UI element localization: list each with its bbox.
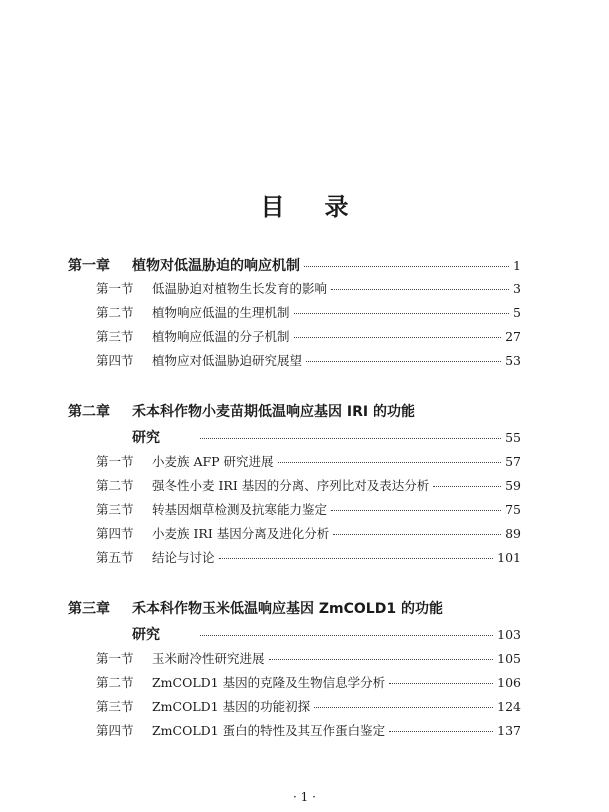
- section-label: 第三节: [96, 329, 134, 344]
- entry-title: 玉米耐冷性研究进展: [152, 651, 265, 666]
- toc-chapter-continued[interactable]: [0, 624, 609, 644]
- section-label: 第二节: [96, 675, 134, 690]
- chapter-label: 第三章: [68, 601, 110, 617]
- page-number: 106: [497, 675, 521, 690]
- dot-leader: [219, 558, 494, 559]
- entry-title: 植物对低温胁迫的响应机制: [132, 258, 300, 274]
- toc-section[interactable]: [0, 721, 609, 741]
- toc-section[interactable]: [0, 500, 609, 520]
- toc-section[interactable]: [0, 452, 609, 472]
- dot-leader: [294, 313, 510, 314]
- entry-title: 小麦族 AFP 研究进展: [152, 454, 274, 469]
- entry-title: 植物应对低温胁迫研究展望: [152, 353, 303, 368]
- dot-leader: [304, 266, 509, 267]
- section-label: 第三节: [96, 699, 134, 714]
- toc-section[interactable]: [0, 279, 609, 299]
- toc-chapter[interactable]: [0, 255, 609, 275]
- page-number: 101: [497, 550, 521, 565]
- page-number: 59: [505, 478, 521, 493]
- dot-leader: [331, 510, 501, 511]
- title-char-2: 录: [324, 193, 349, 221]
- toc-section[interactable]: [0, 327, 609, 347]
- section-label: 第二节: [96, 305, 134, 320]
- section-label: 第二节: [96, 478, 134, 493]
- toc-section[interactable]: [0, 524, 609, 544]
- section-label: 第五节: [96, 550, 134, 565]
- page-number: 55: [505, 430, 521, 445]
- dot-leader: [314, 707, 493, 708]
- section-label: 第三节: [96, 502, 134, 517]
- toc-section[interactable]: [0, 649, 609, 669]
- page-number: 124: [497, 699, 521, 714]
- page-number: 75: [505, 502, 521, 517]
- page-number: 5: [513, 305, 521, 320]
- toc-section[interactable]: [0, 697, 609, 717]
- toc-section[interactable]: [0, 303, 609, 323]
- toc-chapter[interactable]: [0, 401, 609, 421]
- title-char-1: 目: [260, 193, 285, 221]
- dot-leader: [333, 534, 501, 535]
- entry-title: 植物响应低温的分子机制: [152, 329, 290, 344]
- toc-section[interactable]: [0, 673, 609, 693]
- dot-leader: [306, 361, 501, 362]
- toc-section[interactable]: [0, 548, 609, 568]
- entry-title: 结论与讨论: [152, 550, 215, 565]
- dot-leader: [331, 289, 509, 290]
- entry-title: 研究: [132, 627, 160, 643]
- dot-leader: [200, 635, 493, 636]
- page-number: 27: [505, 329, 521, 344]
- dot-leader: [389, 731, 493, 732]
- section-label: 第一节: [96, 651, 134, 666]
- page-number: 53: [505, 353, 521, 368]
- dot-leader: [269, 659, 494, 660]
- section-label: 第四节: [96, 723, 134, 738]
- entry-title: 强冬性小麦 IRI 基因的分离、序列比对及表达分析: [152, 478, 430, 493]
- toc-chapter[interactable]: [0, 598, 609, 618]
- entry-title: ZmCOLD1 基因的功能初探: [152, 699, 311, 714]
- entry-title: ZmCOLD1 基因的克隆及生物信息学分析: [152, 675, 386, 690]
- page-number: 1: [513, 258, 521, 273]
- entry-title: 转基因烟草检测及抗寒能力鉴定: [152, 502, 328, 517]
- entry-title: ZmCOLD1 蛋白的特性及其互作蛋白鉴定: [152, 723, 386, 738]
- entry-title: 研究: [132, 430, 160, 446]
- page-number: 103: [497, 627, 521, 642]
- dot-leader: [389, 683, 493, 684]
- entry-title: 小麦族 IRI 基因分离及进化分析: [152, 526, 330, 541]
- page-number: 3: [513, 281, 521, 296]
- entry-title: 植物响应低温的生理机制: [152, 305, 290, 320]
- chapter-label: 第一章: [68, 258, 110, 274]
- section-label: 第一节: [96, 454, 134, 469]
- section-label: 第一节: [96, 281, 134, 296]
- toc-section[interactable]: [0, 351, 609, 371]
- dot-leader: [200, 438, 501, 439]
- section-label: 第四节: [96, 353, 134, 368]
- dot-leader: [433, 486, 501, 487]
- page-number: 137: [497, 723, 521, 738]
- page-number: 105: [497, 651, 521, 666]
- dot-leader: [294, 337, 502, 338]
- dot-leader: [278, 462, 502, 463]
- entry-title: 低温胁迫对植物生长发育的影响: [152, 281, 328, 296]
- toc-section[interactable]: [0, 476, 609, 496]
- page-number: 57: [505, 454, 521, 469]
- entry-title: 禾本科作物小麦苗期低温响应基因 IRI 的功能: [132, 404, 415, 420]
- page-title: [0, 187, 609, 222]
- chapter-label: 第二章: [68, 404, 110, 420]
- section-label: 第四节: [96, 526, 134, 541]
- page-footer-number: · 1 ·: [293, 790, 316, 804]
- page-number: 89: [505, 526, 521, 541]
- toc-chapter-continued[interactable]: [0, 427, 609, 447]
- entry-title: 禾本科作物玉米低温响应基因 ZmCOLD1 的功能: [132, 601, 443, 617]
